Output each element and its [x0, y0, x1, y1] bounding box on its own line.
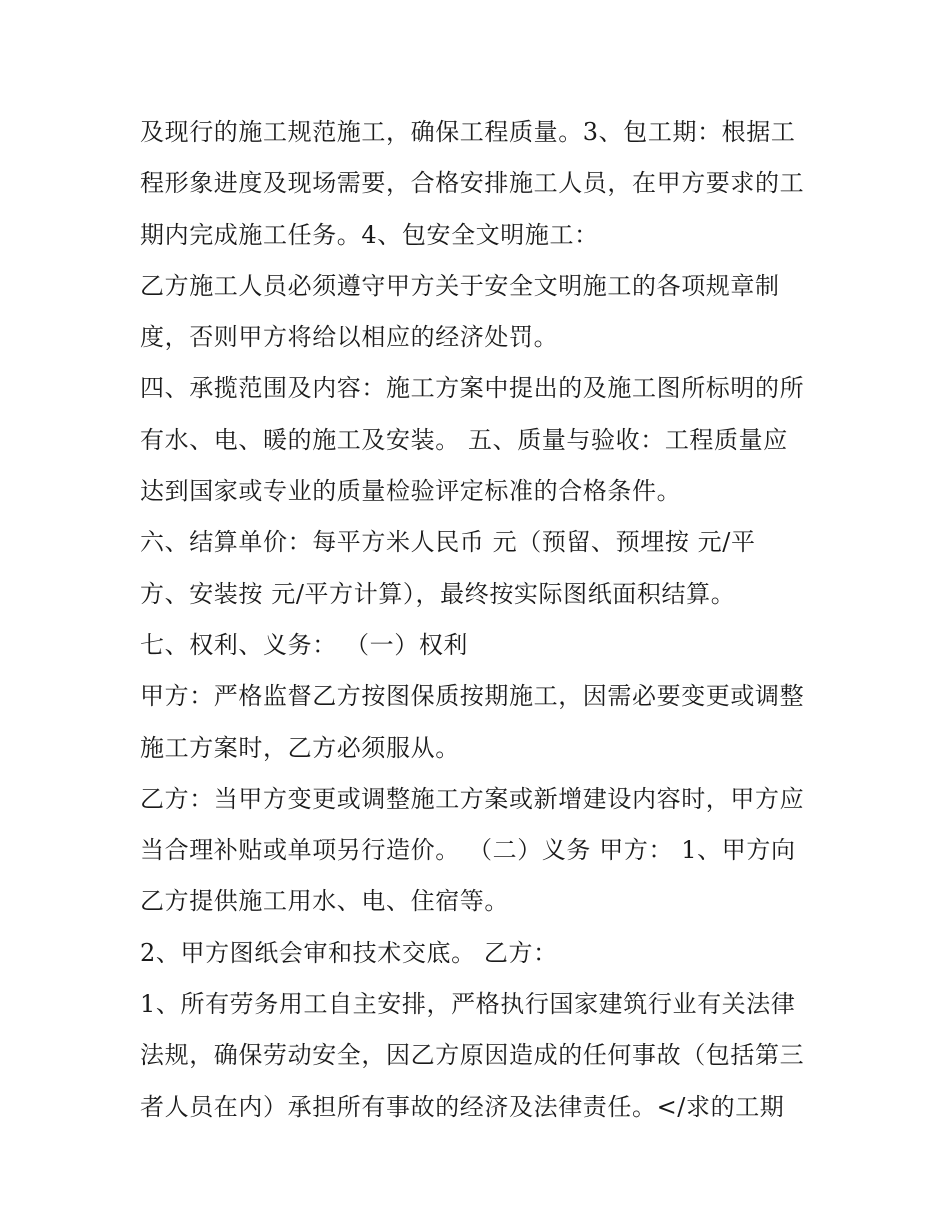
text-line: 甲方：严格监督乙方按图保质按期施工，因需必要变更或调整 — [140, 682, 805, 711]
text-line: 四、承揽范围及内容：施工方案中提出的及施工图所标明的所 — [140, 374, 805, 403]
text-line: 及现行的施工规范施工，确保工程质量。3、包工期：根据工 — [140, 118, 796, 146]
text-line: 达到国家或专业的质量检验评定标准的合格条件。 — [140, 477, 682, 506]
text-line: 法规，确保劳动安全，因乙方原因造成的任何事故（包括第三 — [140, 1041, 805, 1070]
text-line: 当合理补贴或单项另行造价。 （二）义务 甲方： 1、甲方向 — [140, 836, 796, 865]
text-line: 乙方提供施工用水、电、住宿等。 — [140, 887, 509, 916]
text-line: 六、结算单价：每平方米人民币 元（预留、预埋按 元/平 — [140, 528, 756, 557]
text-line: 程形象进度及现场需要，合格安排施工人员，在甲方要求的工 — [140, 169, 805, 198]
text-line: 度，否则甲方将给以相应的经济处罚。 — [140, 323, 559, 352]
text-line: 期内完成施工任务。4、包安全文明施工： — [140, 220, 599, 249]
text-line: 者人员在内）承担所有事故的经济及法律责任。</求的工期 — [140, 1092, 785, 1121]
text-line: 施工方案时，乙方必须服从。 — [140, 733, 460, 762]
text-line: 1、所有劳务用工自主安排，严格执行国家建筑行业有关法律 — [140, 990, 796, 1019]
text-line: 乙方施工人员必须遵守甲方关于安全文明施工的各项规章制 — [140, 271, 780, 300]
text-line: 乙方：当甲方变更或调整施工方案或新增建设内容时，甲方应 — [140, 784, 805, 813]
text-line: 有水、电、暖的施工及安装。 五、质量与验收：工程质量应 — [140, 425, 788, 454]
text-line: 七、权利、义务： （一）权利 — [140, 630, 469, 659]
text-line: 方、安装按 元/平方计算），最终按实际图纸面积结算。 — [140, 579, 736, 608]
text-line: 2、甲方图纸会审和技术交底。 乙方： — [140, 938, 558, 967]
contract-body — [140, 107, 830, 1133]
